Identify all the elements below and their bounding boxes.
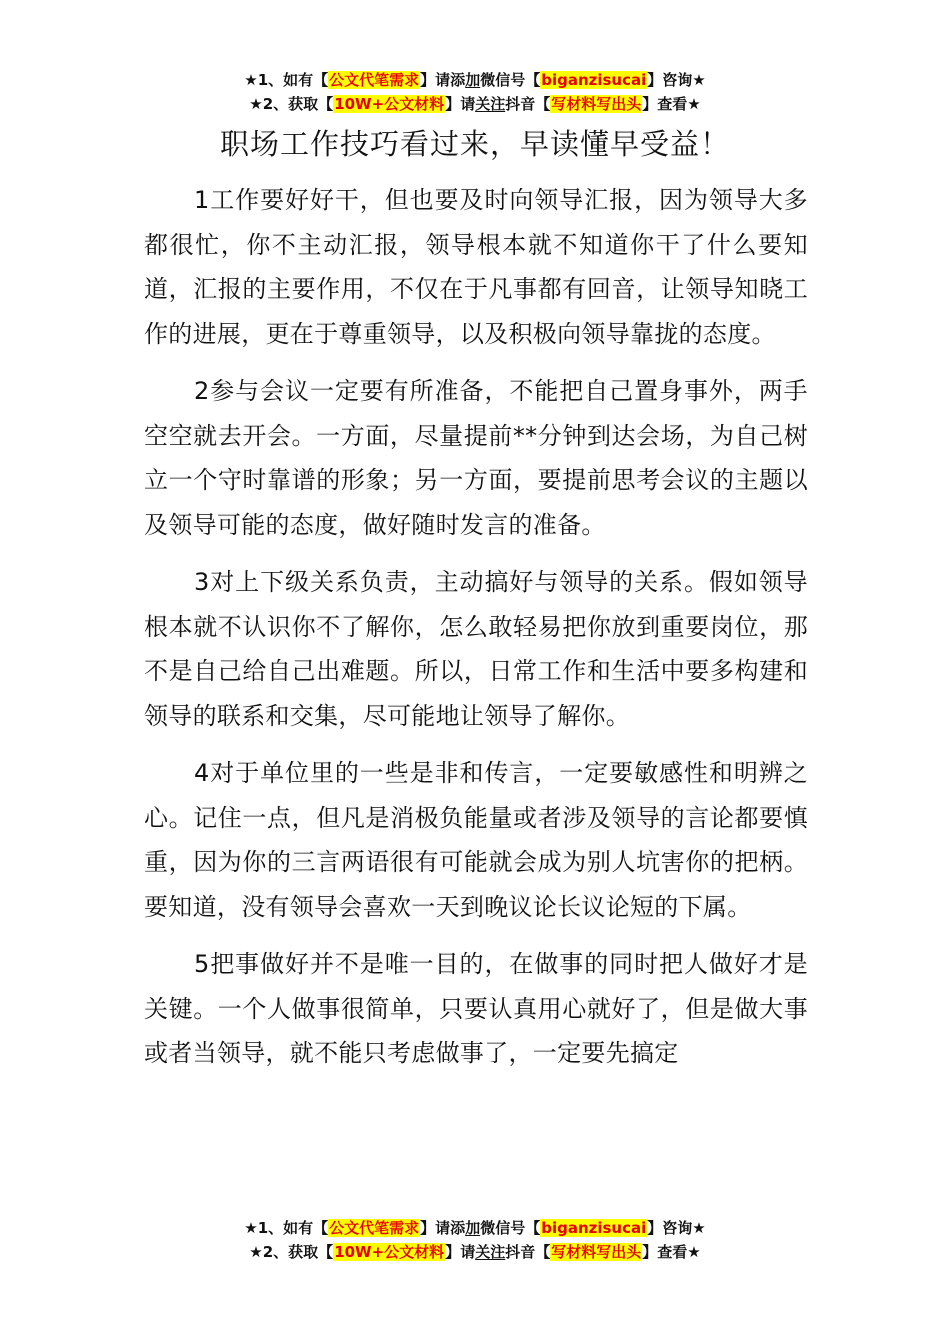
- banner-text: 】请: [445, 1243, 476, 1261]
- banner-highlight: 公文代笔需求: [329, 71, 420, 89]
- banner-highlight: 公文代笔需求: [329, 1219, 420, 1237]
- banner-line-1: [0, 1216, 950, 1240]
- banner-text: 】查看★: [642, 95, 701, 113]
- banner-douyin-id: 写材料写出头: [551, 1243, 642, 1261]
- header-banner: [0, 68, 950, 116]
- banner-line-2: [0, 1240, 950, 1264]
- paragraph-4: 4对于单位里的一些是非和传言，一定要敏感性和明辨之心。记住一点，但凡是消极负能量或者涉及领导的言论都要慎重，因为你的三言两语很有可能就会成为别人坑害你的把柄。要知道，没有领导会喜欢一天到晚议论长议论短的下属。: [144, 759, 808, 921]
- paragraph-3: 3对上下级关系负责，主动搞好与领导的关系。假如领导根本就不认识你不了解你，怎么敢轻易把你放到重要岗位，那不是自己给自己出难题。所以，日常工作和生活中要多构建和领导的联系和交集，尽可能地让领导了解你。: [144, 568, 808, 730]
- banner-text: 微信号【: [480, 1219, 541, 1237]
- banner-text: 】咨询★: [647, 71, 706, 89]
- banner-underline: 加: [465, 71, 481, 89]
- paragraph-1: 1工作要好好干，但也要及时向领导汇报，因为领导大多都很忙，你不主动汇报，领导根本就不知道你干了什么要知道，汇报的主要作用，不仅在于凡事都有回音，让领导知晓工作的进展，更在于尊重领导，以及积极向领导靠拢的态度。: [144, 186, 808, 348]
- paragraph-2: 2参与会议一定要有所准备，不能把自己置身事外，两手空空就去开会。一方面，尽量提前**分钟到达会场，为自己树立一个守时靠谱的形象；另一方面，要提前思考会议的主题以及领导可能的态度，做好随时发言的准备。: [144, 377, 808, 539]
- banner-text: ★2、获取【: [249, 1243, 334, 1261]
- banner-highlight: 10W+公文材料: [334, 1243, 445, 1261]
- banner-text: 】请添: [420, 1219, 466, 1237]
- banner-wechat-id: biganzisucai: [541, 71, 647, 89]
- banner-line-2: [0, 92, 950, 116]
- paragraph-5: 5把事做好并不是唯一目的，在做事的同时把人做好才是关键。一个人做事很简单，只要认真用心就好了，但是做大事或者当领导，就不能只考虑做事了，一定要先搞定: [144, 950, 808, 1067]
- document-title: 职场工作技巧看过来，早读懂早受益！: [219, 127, 730, 161]
- banner-underline: 加: [465, 1219, 481, 1237]
- banner-underline: 关注: [475, 1243, 506, 1261]
- banner-wechat-id: biganzisucai: [541, 1219, 647, 1237]
- banner-text: ★1、如有【: [244, 71, 329, 89]
- banner-underline: 关注: [475, 95, 506, 113]
- banner-text: 】咨询★: [647, 1219, 706, 1237]
- banner-douyin-id: 写材料写出头: [551, 95, 642, 113]
- banner-line-1: [0, 68, 950, 92]
- banner-text: ★1、如有【: [244, 1219, 329, 1237]
- banner-text: 】请: [445, 95, 476, 113]
- banner-text: 抖音【: [505, 1243, 551, 1261]
- banner-text: 】请添: [420, 71, 466, 89]
- banner-text: 】查看★: [642, 1243, 701, 1261]
- footer-banner: [0, 1216, 950, 1264]
- banner-text: ★2、获取【: [249, 95, 334, 113]
- banner-highlight: 10W+公文材料: [334, 95, 445, 113]
- banner-text: 抖音【: [505, 95, 551, 113]
- banner-text: 微信号【: [480, 71, 541, 89]
- document-body: [144, 178, 808, 1089]
